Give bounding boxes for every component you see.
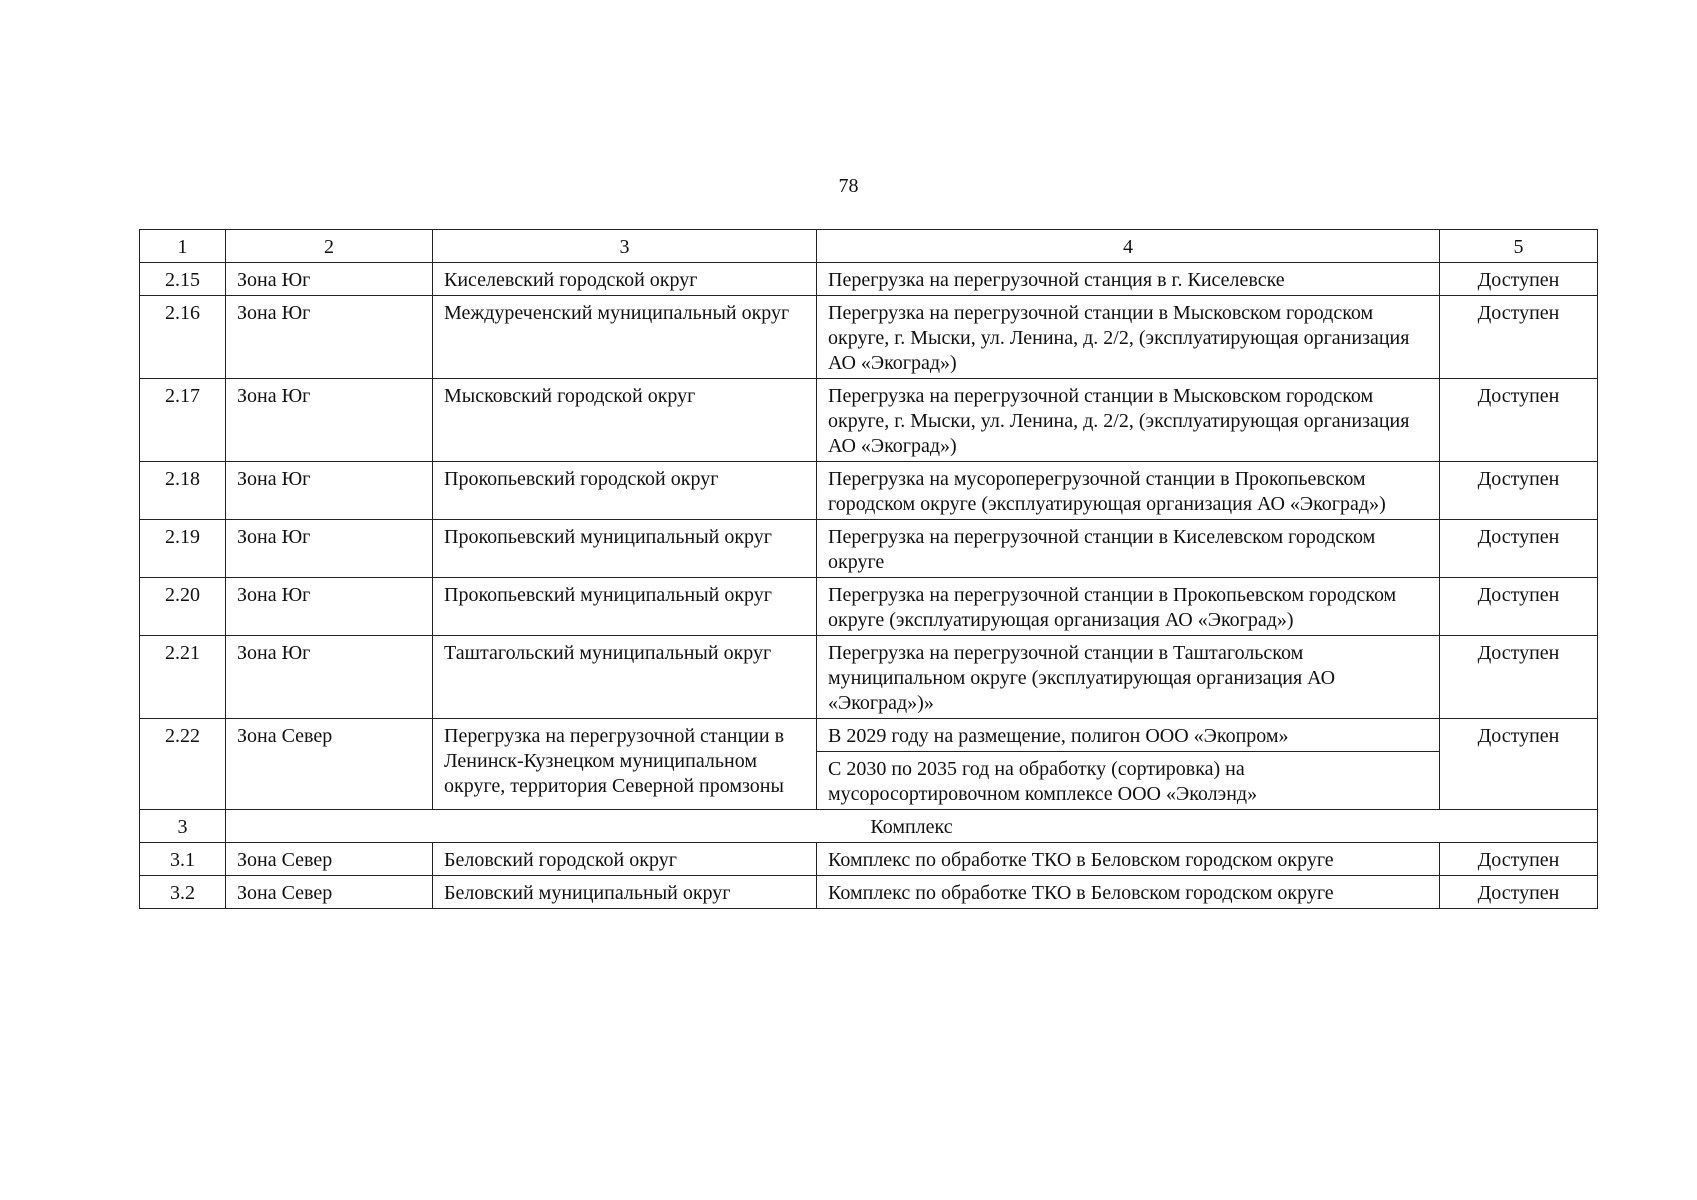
row-number: 2.22 (140, 719, 226, 810)
table-row (140, 876, 1598, 909)
section-number: 3 (140, 810, 226, 843)
section-title: Комплекс (226, 810, 1598, 843)
operation-cell: Комплекс по обработке ТКО в Беловском городском округе (817, 876, 1440, 909)
zone-cell: Зона Юг (226, 263, 433, 296)
status-cell: Доступен (1440, 636, 1598, 719)
row-number: 3.1 (140, 843, 226, 876)
table-row (140, 843, 1598, 876)
status-cell: Доступен (1440, 719, 1598, 810)
status-cell: Доступен (1440, 843, 1598, 876)
operation-cell: Перегрузка на перегрузочной станции в Киселевском городском округе (817, 520, 1440, 578)
table-row (140, 719, 1598, 752)
table-row (140, 462, 1598, 520)
operation-cell: Перегрузка на перегрузочной станции в Мысковском городском округе, г. Мыски, ул. Ленина, д. 2/2, (эксплуатирующая организация АО «Экоград») (817, 296, 1440, 379)
row-number: 2.17 (140, 379, 226, 462)
registry-table (139, 229, 1598, 909)
status-cell: Доступен (1440, 379, 1598, 462)
zone-cell: Зона Юг (226, 520, 433, 578)
status-cell: Доступен (1440, 462, 1598, 520)
column-number-2: 2 (226, 230, 433, 263)
operation-cell: Перегрузка на мусороперегрузочной станции в Прокопьевском городском округе (эксплуатирующая организация АО «Экоград») (817, 462, 1440, 520)
operation-cell: Перегрузка на перегрузочной станции в Таштагольском муниципальном округе (эксплуатирующая организация АО «Экоград»)» (817, 636, 1440, 719)
zone-cell: Зона Юг (226, 578, 433, 636)
registry-table-body (140, 230, 1598, 909)
operation-cell: Перегрузка на перегрузочной станция в г. Киселевске (817, 263, 1440, 296)
table-row (140, 296, 1598, 379)
page-number: 78 (838, 175, 859, 197)
district-cell: Киселевский городской округ (433, 263, 817, 296)
column-number-row (140, 230, 1598, 263)
district-cell: Беловский городской округ (433, 843, 817, 876)
row-number: 2.19 (140, 520, 226, 578)
status-cell: Доступен (1440, 263, 1598, 296)
zone-cell: Зона Юг (226, 296, 433, 379)
operation-cell: В 2029 году на размещение, полигон ООО «Экопром» (817, 719, 1440, 752)
table-row (140, 520, 1598, 578)
zone-cell: Зона Север (226, 876, 433, 909)
status-cell: Доступен (1440, 876, 1598, 909)
column-number-4: 4 (817, 230, 1440, 263)
column-number-1: 1 (140, 230, 226, 263)
district-cell: Перегрузка на перегрузочной станции в Ленинск-Кузнецком муниципальном округе, территория Северной промзоны (433, 719, 817, 810)
operation-cell: Перегрузка на перегрузочной станции в Прокопьевском городском округе (эксплуатирующая организация АО «Экоград») (817, 578, 1440, 636)
table-row (140, 636, 1598, 719)
district-cell: Таштагольский муниципальный округ (433, 636, 817, 719)
row-number: 3.2 (140, 876, 226, 909)
column-number-5: 5 (1440, 230, 1598, 263)
row-number: 2.21 (140, 636, 226, 719)
column-number-3: 3 (433, 230, 817, 263)
row-number: 2.20 (140, 578, 226, 636)
district-cell: Междуреченский муниципальный округ (433, 296, 817, 379)
district-cell: Прокопьевский муниципальный округ (433, 520, 817, 578)
zone-cell: Зона Юг (226, 636, 433, 719)
zone-cell: Зона Север (226, 719, 433, 810)
operation-cell: Комплекс по обработке ТКО в Беловском городском округе (817, 843, 1440, 876)
table-row (140, 578, 1598, 636)
status-cell: Доступен (1440, 296, 1598, 379)
district-cell: Беловский муниципальный округ (433, 876, 817, 909)
operation-cell: С 2030 по 2035 год на обработку (сортировка) на мусоросортировочном комплексе ООО «Эколэнд» (817, 752, 1440, 810)
table-row (140, 263, 1598, 296)
district-cell: Прокопьевский муниципальный округ (433, 578, 817, 636)
row-number: 2.16 (140, 296, 226, 379)
operation-cell: Перегрузка на перегрузочной станции в Мысковском городском округе, г. Мыски, ул. Ленина, д. 2/2, (эксплуатирующая организация АО «Экоград») (817, 379, 1440, 462)
zone-cell: Зона Юг (226, 379, 433, 462)
status-cell: Доступен (1440, 578, 1598, 636)
district-cell: Мысковский городской округ (433, 379, 817, 462)
status-cell: Доступен (1440, 520, 1598, 578)
zone-cell: Зона Север (226, 843, 433, 876)
zone-cell: Зона Юг (226, 462, 433, 520)
section-row (140, 810, 1598, 843)
row-number: 2.18 (140, 462, 226, 520)
row-number: 2.15 (140, 263, 226, 296)
table-row (140, 379, 1598, 462)
district-cell: Прокопьевский городской округ (433, 462, 817, 520)
